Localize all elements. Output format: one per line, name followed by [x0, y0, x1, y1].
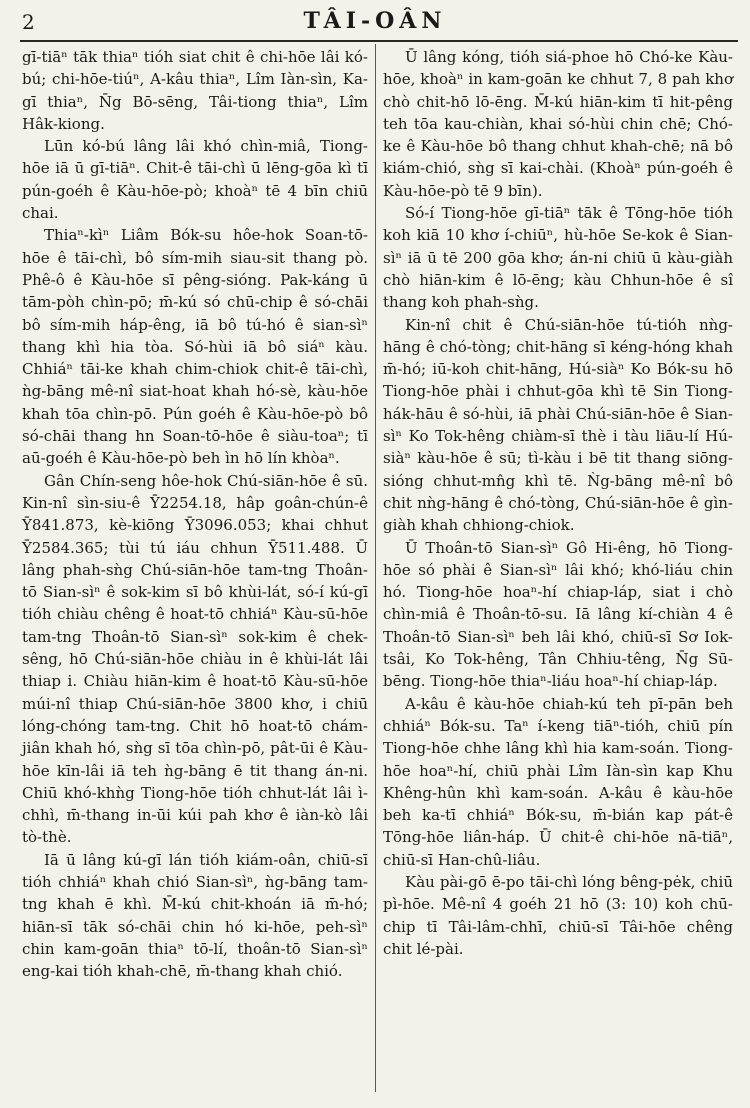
column-divider — [375, 44, 376, 1092]
paragraph: A-kâu ê kàu-hōe chiah-kú teh pī-pān beh chhiáⁿ Bók-su. Taⁿ í-keng tiāⁿ-tióh, chiū pín Tiong-hōe chhe lâng khì hia kam-soán. Tiong-hōe hoaⁿ-hí, chiū phài Lîm Iàn-sìn kap Khu Khêng-hûn khì kam-soán. A-kâu ê kàu-hōe beh ka-tī chhiáⁿ Bók-su, m̄-bián kap pát-ê Tōng-hōe liân-háp. Ū chit-ê chi-hōe nā-tiāⁿ, chiū-sī Han-chû-liâu. — [383, 694, 733, 869]
paragraph: Kin-nî chit ê Chú-siān-hōe tú-tióh nǹg-hāng ê chó-tòng; chit-hāng sī kéng-hóng khah m̄-hó; iū-koh chit-hāng, Hú-siàⁿ Ko Bók-su hō Tiong-hōe phài i chhut-gōa khì tē Sin Tiong-hák-hāu ê só-hùi, iā phài Chú-siān-hōe ê Sian-sìⁿ Ko Tok-hêng chiàm-sī thè i tàu liāu-lí Hú-siàⁿ kàu-hōe ê sū; tì-kàu i bē tit thang siōng-sióng chhut-mn̂g khì tē. Ǹg-bāng mê-nî bô chit nǹg-hāng ê chó-tòng, Chú-siān-hōe ê gìn-giàh khah chhiong-chiok. — [383, 315, 733, 535]
paragraph: Iā ū lâng kú-gī lán tióh kiám-oân, chiū-sī tióh chhiáⁿ khah chió Sian-sìⁿ, ǹg-bāng tam-tng khah ē khì. M̄-kú chit-khoán iā m̄-hó; hiān-sī tāk só-chāi chin hó ki-hōe, peh-sìⁿ chin kam-goān thiaⁿ tō-lí, thoân-tō Sian-sìⁿ eng-kai tióh khah-chē, m̄-thang khah chió. — [22, 850, 368, 981]
paragraph: Só-í Tiong-hōe gī-tiāⁿ tāk ê Tōng-hōe tióh koh kiā 10 khơ í-chiūⁿ, hù-hōe Se-kok ê Sian-sìⁿ iā ū tē 200 gōa khơ; án-ni chiū ū kàu-giàh chò hiān-kim ê lō-ēng; kàu Chhun-hōe ê sî thang koh phah-sǹg. — [383, 204, 733, 312]
header-rule — [20, 40, 738, 42]
right-column — [383, 46, 733, 960]
running-title: TÂI-OÂN — [303, 8, 447, 34]
left-column — [22, 46, 368, 982]
paragraph: Lūn kó-bú lâng lâi khó chìn-miâ, Tiong-hōe iā ū gī-tiāⁿ. Chit-ê tāi-chì ū lēng-gōa kì tī pún-goéh ê Kàu-hōe-pò; khoàⁿ tē 4 bīn chiū chai. — [22, 137, 368, 223]
paragraph: Ū lâng kóng, tióh siá-phoe hō Chó-ke Kàu-hōe, khoàⁿ in kam-goān ke chhut 7, 8 pah khơ chò chit-hō lō-ēng. M̄-kú hiān-kim tī hit-pêng teh tōa kau-chiàn, khai só-hùi chin chē; Chó-ke ê Kàu-hōe bô thang chhut khah-chē; nā bô kiám-chió, sǹg sī kai-chài. (Khoàⁿ pún-goéh ê Kàu-hōe-pò tē 9 bīn). — [383, 48, 733, 200]
paragraph: Gân Chín-seng hôe-hok Chú-siān-hōe ê sū. Kin-nî sìn-siu-ê Ȳ2254.18, hâp goân-chún-ê Ȳ841.873, kè-kiōng Ȳ3096.053; khai chhut Ȳ2584.365; tùi tú iáu chhun Ȳ511.488. Ū lâng phah-sǹg Chú-siān-hōe tam-tng Thoân-tō Sian-sìⁿ ê sok-kim sī bô khùi-lát, só-í kú-gī tióh chiàu chêng ê hoat-tō chhiáⁿ Kàu-sū-hōe tam-tng Thoân-tō Sian-sìⁿ sok-kim ê chek-sêng, hō Chú-siān-hōe chiàu in ê khùi-lát lâi thiap i. Chiàu hiān-kim ê hoat-tō Kàu-sū-hōe múi-nî thiap Chú-siān-hōe 3800 khơ, i chiū lóng-chóng tam-tng. Chit hō hoat-tō chám-jiân khah hó, sǹg sī tōa chìn-pō, pât-ūi ê Kàu-hōe kīn-lâi iā teh ǹg-bāng ē tit thang án-ni. Chiū khó-khǹg Tiong-hōe tióh chhut-lát lâi ì-chhì, m̄-thang in-ūi kúi pah khơ ê iàn-kò lâi tò-thè. — [22, 471, 368, 847]
paragraph: Ū Thoân-tō Sian-sìⁿ Gô Hi-êng, hō Tiong-hōe só phài ê Sian-sìⁿ lâi khó; khó-liáu chin hó. Tiong-hōe hoaⁿ-hí chiap-láp, siat i chò chìn-miâ ê Thoân-tō-su. Iā lâng kí-chiàn 4 ê Thoân-tō Sian-sìⁿ beh lâi khó, chiū-sī Sơ Iok-tsâi, Ko Tok-hêng, Tân Chhiu-têng, N̄g Sū-bēng. Tiong-hōe thiaⁿ-liáu hoaⁿ-hí chiap-láp. — [383, 538, 733, 691]
paragraph: Kàu pài-gō ē-po tāi-chì lóng bêng-pėk, chiū pì-hōe. Mê-nî 4 goéh 21 hō (3: 10) koh chū-chip tī Tâi-lâm-chhī, chiū-sī Tâi-hōe chêng chit lé-pài. — [383, 872, 733, 958]
page-number: 2 — [22, 10, 35, 34]
paragraph: gī-tiāⁿ tāk thiaⁿ tióh siat chit ê chi-hōe lâi kó-bú; chi-hōe-tiúⁿ, A-kâu thiaⁿ, Lîm Iàn-sìn, Ka-gī thiaⁿ, N̄g Bō-sēng, Tâi-tiong thiaⁿ, Lîm Hâk-kiong. — [22, 48, 368, 133]
paragraph: Thiaⁿ-kìⁿ Liâm Bók-su hôe-hok Soan-tō-hōe ê tāi-chì, bô sím-mih siau-sit thang pò. Phê-ô ê Kàu-hōe sī pêng-sióng. Pak-káng ū tām-pòh chìn-pō; m̄-kú só chū-chip ê só-chāi bô sím-mih háp-êng, iā bô tú-hó ê sian-sìⁿ thang khì hia tòa. Só-hùi iā bô siáⁿ kàu. Chhiáⁿ tāi-ke khah chim-chiok chit-ê tāi-chì, ǹg-bāng mê-nî siat-hoat khah hó-sè, kàu-hōe khah tōa chìn-pō. Pún goéh ê Kàu-hōe-pò bô só-chāi thang hn Soan-tō-hōe ê siàu-toaⁿ; tī aū-goéh ê Kàu-hōe-pò beh ìn hō lín khòaⁿ. — [22, 226, 368, 468]
